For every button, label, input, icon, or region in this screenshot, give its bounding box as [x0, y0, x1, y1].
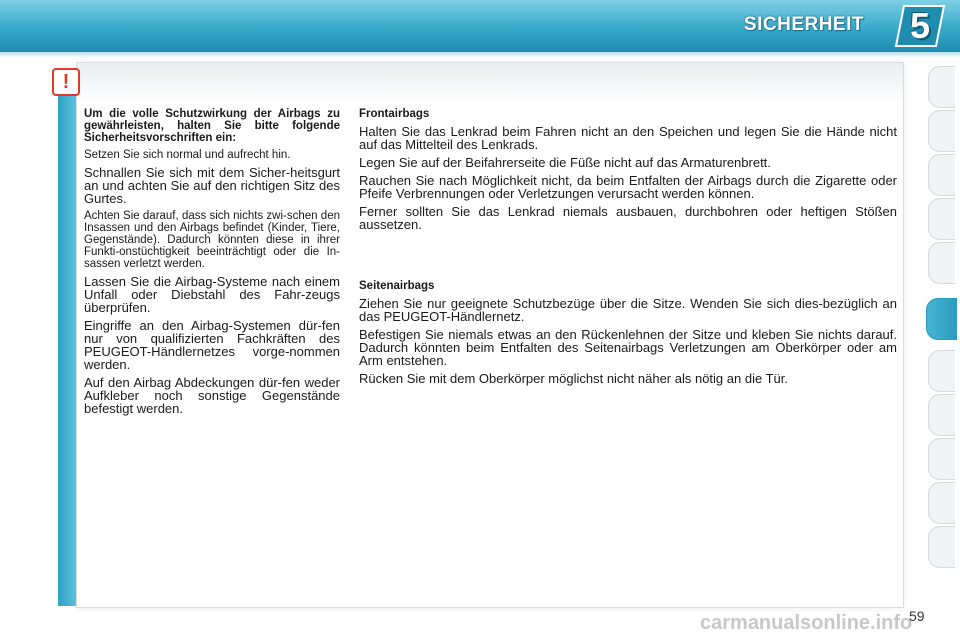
chapter-number: 5: [909, 5, 931, 46]
chapter-tab[interactable]: [928, 110, 955, 152]
right-paragraph: Ferner sollten Sie das Lenkrad niemals ausbauen, durchbohren oder heftigen Stößen aussetzen.: [359, 204, 897, 232]
frontairbags-heading: Frontairbags: [359, 108, 430, 120]
chapter-tab[interactable]: [928, 242, 955, 284]
right-paragraph: Rauchen Sie nach Möglichkeit nicht, da beim Entfalten der Airbags durch die Zigarette oder Pfeife Verbrennungen oder Verletzungen verursacht werden können.: [359, 173, 897, 201]
page-number: 59: [909, 608, 925, 624]
seitenairbags-heading: Seitenairbags: [359, 280, 435, 292]
left-paragraph: Setzen Sie sich normal und aufrecht hin.: [84, 149, 291, 161]
left-paragraph: Achten Sie darauf, dass sich nichts zwi-schen den Insassen und den Airbags befindet (Kinder, Tiere, Gegenstände). Dadurch könnten diese in ihrer Funkti-onstüchtigkeit beeinträchtigt oder die In-sassen verletzt werden.: [84, 210, 340, 270]
warning-icon: !: [52, 68, 80, 96]
right-paragraph: Befestigen Sie niemals etwas an den Rückenlehnen der Sitze und kleben Sie nichts darauf. Dadurch könnten beim Entfalten des Seitenairbags Verletzungen am Oberkörper oder am Arm entstehen.: [359, 327, 897, 368]
section-gap: [359, 236, 897, 280]
left-paragraph: Eingriffe an den Airbag-Systemen dür-fen nur von qualifizierten Fachkräften des PEUGEOT-Händlernetzes vorge-nommen werden.: [84, 318, 340, 372]
right-paragraph: Rücken Sie mit dem Oberkörper möglichst nicht näher als nötig an die Tür.: [359, 371, 788, 386]
right-column: [359, 108, 897, 390]
chapter-tab[interactable]: [928, 438, 955, 480]
section-title: SICHERHEIT: [743, 14, 864, 35]
left-paragraph: Schnallen Sie sich mit dem Sicher-heitsgurt an und achten Sie auf den richtigen Sitz des Gurtes.: [84, 165, 340, 206]
chapter-tab[interactable]: [928, 394, 955, 436]
left-column: [84, 108, 340, 420]
chapter-tab[interactable]: [928, 154, 955, 196]
chapter-tab-rail: [928, 66, 960, 576]
watermark: carmanualsonline.info: [700, 612, 913, 634]
right-paragraph: Legen Sie auf der Beifahrerseite die Füße nicht auf das Armaturenbrett.: [359, 155, 771, 170]
left-heading: Um die volle Schutzwirkung der Airbags zu gewährleisten, halten Sie bitte folgende Sicherheitsvorschriften ein:: [84, 108, 340, 144]
chapter-tab[interactable]: [928, 66, 955, 108]
panel-top-gradient: [77, 63, 903, 103]
chapter-tab-active[interactable]: [926, 298, 957, 340]
left-paragraph: Lassen Sie die Airbag-Systeme nach einem Unfall oder Diebstahl des Fahr-zeugs überprüfen.: [84, 274, 340, 315]
chapter-tab[interactable]: [928, 350, 955, 392]
warning-strip: [58, 70, 76, 606]
left-paragraph: Auf den Airbag Abdeckungen dür-fen weder Aufkleber noch sonstige Gegenstände befestigt werden.: [84, 375, 340, 416]
right-paragraph: Ziehen Sie nur geeignete Schutzbezüge über die Sitze. Wenden Sie sich dies-bezüglich an das PEUGEOT-Händlernetz.: [359, 296, 897, 324]
chapter-tab[interactable]: [928, 198, 955, 240]
header-shadow: [0, 52, 960, 58]
right-paragraph: Halten Sie das Lenkrad beim Fahren nicht an den Speichen und legen Sie die Hände nicht auf das Mittelteil des Lenkrads.: [359, 124, 897, 152]
chapter-tab[interactable]: [928, 526, 955, 568]
chapter-tab[interactable]: [928, 482, 955, 524]
